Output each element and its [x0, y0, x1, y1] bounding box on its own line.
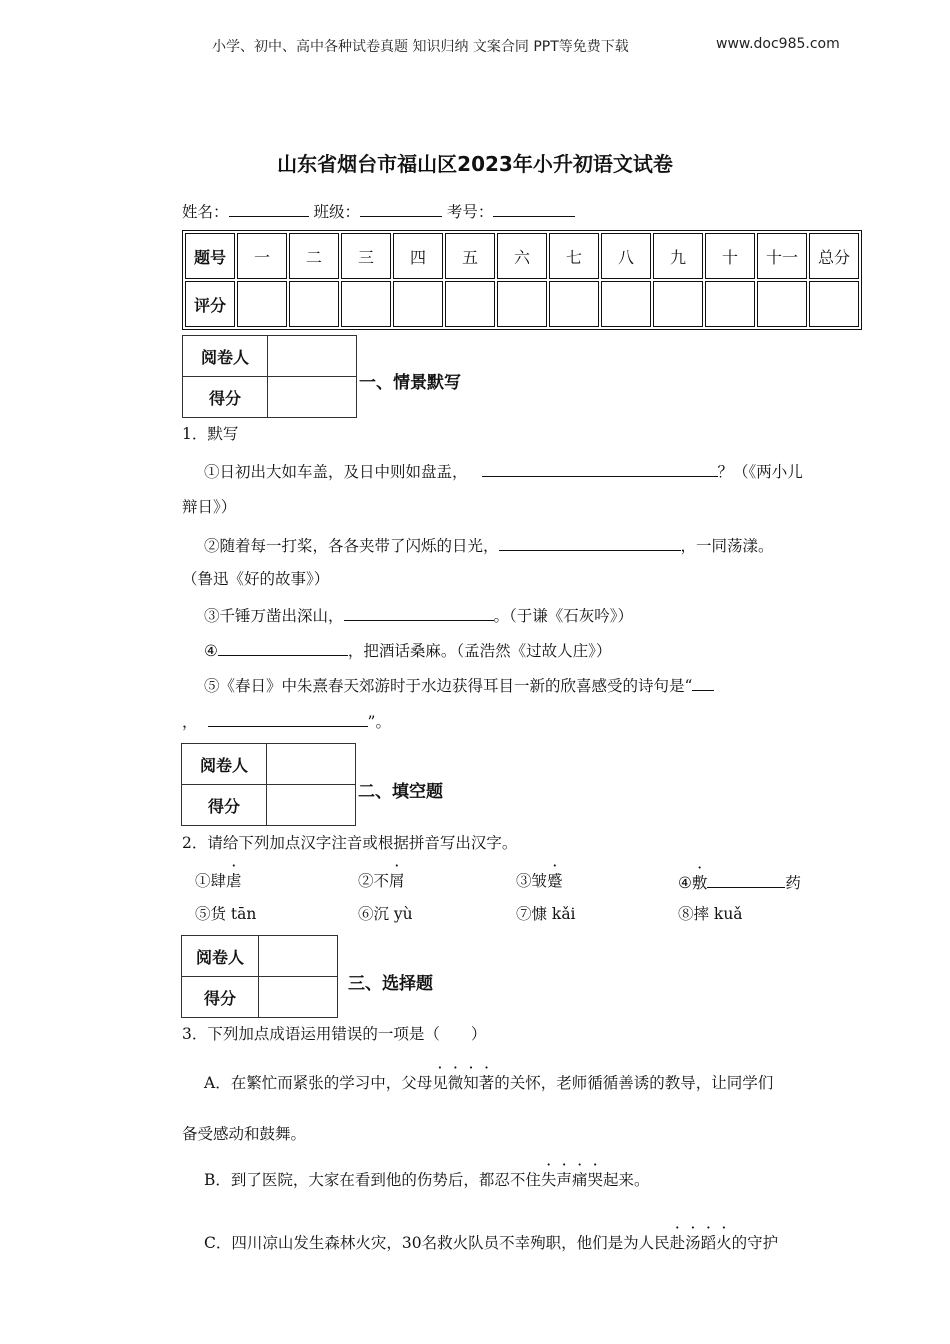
grader-cell[interactable] — [259, 936, 338, 977]
q2-item: ⑦慷 kǎi — [516, 905, 576, 923]
score-table — [182, 230, 862, 330]
score-table-cell: 九 — [653, 233, 703, 279]
score-table-header-row — [185, 233, 859, 279]
answer-blank[interactable] — [499, 534, 681, 551]
question-1-title: 1．默写 — [182, 425, 239, 443]
score-cell[interactable] — [497, 281, 547, 327]
score-cell[interactable] — [653, 281, 703, 327]
header-url[interactable]: www.doc985.com — [716, 36, 840, 52]
question-2-title: 2．请给下列加点汉字注音或根据拼音写出汉字。 — [182, 834, 518, 852]
score-table-row-label: 评分 — [185, 281, 235, 327]
score-cell[interactable] — [809, 281, 859, 327]
score-cell[interactable] — [268, 377, 357, 418]
section-1-heading: 一、情景默写 — [359, 373, 461, 393]
answer-blank[interactable] — [707, 871, 785, 888]
score-cell[interactable] — [705, 281, 755, 327]
class-label: 班级： — [313, 203, 360, 221]
score-cell[interactable] — [757, 281, 807, 327]
grader-box-1 — [182, 335, 357, 418]
question-3-title: 3．下列加点成语运用错误的一项是（ ） — [182, 1025, 487, 1043]
grader-label: 阅卷人 — [183, 336, 268, 377]
q1-item-2-cont: （鲁迅《好的故事》） — [182, 570, 330, 588]
option-a-cont: 备受感动和鼓舞。 — [182, 1125, 307, 1143]
option-c[interactable]: C．四川凉山发生森林火灾，30名救火队员不幸殉职，他们是为人民赴汤蹈火的守护 — [204, 1234, 779, 1252]
score-table-cell: 十 — [705, 233, 755, 279]
q1-item-2: ②随着每一打桨，各各夹带了闪烁的日光， ，一同荡漾。 — [204, 534, 774, 556]
q1-item-1: ①日初出大如车盖，及日中则如盘盂， ？（《两小儿 — [204, 460, 803, 482]
grader-cell[interactable] — [267, 744, 356, 785]
score-cell[interactable] — [341, 281, 391, 327]
name-blank[interactable] — [229, 200, 309, 217]
class-blank[interactable] — [360, 200, 442, 217]
q1-item-1-cont: 辩日》） — [182, 498, 237, 516]
score-table-cell: 题号 — [185, 233, 235, 279]
section-3-heading: 三、选择题 — [348, 974, 433, 994]
answer-blank[interactable] — [692, 674, 714, 691]
header-site-text: 小学、初中、高中各种试卷真题 知识归纳 文案合同 PPT等免费下载 — [212, 39, 629, 55]
q1-item-5: ⑤《春日》中朱熹春天郊游时于水边获得耳目一新的欣喜感受的诗句是“ — [204, 674, 714, 696]
q2-item: ⑥沉 yù — [358, 905, 413, 923]
q2-item: ④敷 药 — [678, 871, 801, 893]
score-table-cell: 二 — [289, 233, 339, 279]
grader-box-2 — [181, 743, 356, 826]
score-label: 得分 — [183, 377, 268, 418]
answer-blank[interactable] — [482, 460, 718, 477]
score-cell[interactable] — [289, 281, 339, 327]
score-cell[interactable] — [267, 785, 356, 826]
score-table-cell: 十一 — [757, 233, 807, 279]
q2-item: ①肆虐 — [195, 872, 242, 890]
score-cell[interactable] — [393, 281, 443, 327]
grader-box-3 — [181, 935, 338, 1018]
score-table-cell: 五 — [445, 233, 495, 279]
grader-cell[interactable] — [268, 336, 357, 377]
q2-item: ⑧摔 kuǎ — [678, 905, 743, 923]
grader-label: 阅卷人 — [182, 744, 267, 785]
exam-no-blank[interactable] — [493, 200, 575, 217]
section-2-heading: 二、填空题 — [358, 782, 443, 802]
score-table-score-row — [185, 281, 859, 327]
name-label: 姓名： — [182, 203, 229, 221]
score-label: 得分 — [182, 785, 267, 826]
score-cell[interactable] — [601, 281, 651, 327]
page-title: 山东省烟台市福山区2023年小升初语文试卷 — [277, 152, 673, 176]
answer-blank[interactable] — [208, 710, 368, 727]
answer-blank[interactable] — [218, 639, 348, 656]
score-table-cell: 六 — [497, 233, 547, 279]
q2-item: ②不屑 — [358, 872, 405, 890]
q1-item-3: ③千锤万凿出深山， 。（于谦《石灰吟》） — [204, 604, 633, 626]
q1-item-4: ④ ，把酒话桑麻。（孟浩然《过故人庄》） — [204, 639, 611, 661]
score-table-cell: 七 — [549, 233, 599, 279]
grader-label: 阅卷人 — [182, 936, 259, 977]
q2-item: ⑤货 tān — [195, 905, 257, 923]
score-table-cell: 一 — [237, 233, 287, 279]
student-info-line — [182, 200, 575, 222]
option-a[interactable]: A．在繁忙而紧张的学习中，父母见微知著的关怀，老师循循善诱的教导，让同学们 — [204, 1074, 774, 1092]
option-b[interactable]: B．到了医院，大家在看到他的伤势后，都忍不住失声痛哭起来。 — [204, 1171, 650, 1189]
score-table-cell: 三 — [341, 233, 391, 279]
score-cell[interactable] — [237, 281, 287, 327]
score-table-cell: 总分 — [809, 233, 859, 279]
answer-blank[interactable] — [344, 604, 494, 621]
score-cell[interactable] — [549, 281, 599, 327]
score-label: 得分 — [182, 977, 259, 1018]
score-cell[interactable] — [445, 281, 495, 327]
q2-item: ③皱蹙 — [516, 872, 563, 890]
score-cell[interactable] — [259, 977, 338, 1018]
score-table-cell: 八 — [601, 233, 651, 279]
exam-no-label: 考号： — [446, 203, 494, 221]
score-table-cell: 四 — [393, 233, 443, 279]
q1-item-5-cont: ， ”。 — [182, 710, 391, 732]
